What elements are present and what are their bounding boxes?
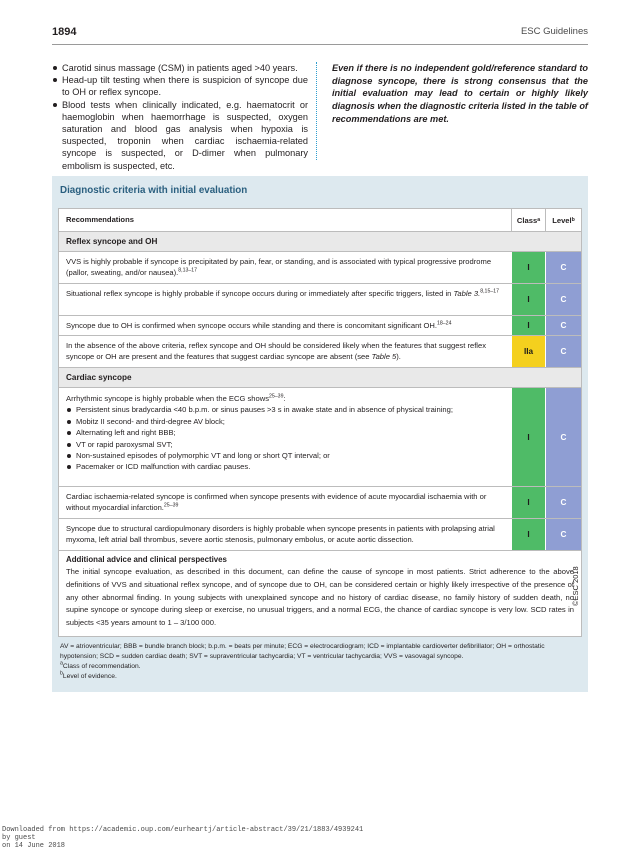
section-title-cardiac: Cardiac syncope [59, 368, 581, 387]
level-badge: C [545, 252, 581, 283]
footnote-a-mark: a [60, 660, 63, 667]
header-recommendations: Recommendations [66, 215, 134, 225]
recommendation-body: Arrhythmic syncope is highly probable when the ECG shows [66, 394, 270, 403]
header-class: Class a [511, 209, 545, 231]
level-badge: C [545, 284, 581, 315]
page-header [52, 26, 588, 40]
class-badge: I [511, 487, 545, 518]
bullet-item: Carotid sinus massage (CSM) in patients aged >40 years. [52, 62, 308, 74]
bullet-item: Blood tests when clinically indicated, e.g. haematocrit or haemoglobin when haemorrhage is suspected, oxygen saturation and blood gas analysis when hypoxia is suspected, troponin when cardiac ischaemia-related syncope is suspected, or D-dimer when pulmonary embolism is suspected, etc. [52, 99, 308, 172]
recommendation-tail: ). [396, 352, 401, 362]
recommendations-panel [52, 176, 588, 692]
recommendation-body: Cardiac ischaemia-related syncope is confirmed when syncope presents with evidence of acute myocardial ischaemia with or without myocardial infarction. [66, 492, 487, 513]
header-level: Level b [545, 209, 581, 231]
table-row [59, 283, 581, 315]
footnote-b-text: Level of evidence. [62, 673, 117, 680]
table-row [59, 315, 581, 335]
recommendation-text [59, 388, 511, 486]
ecg-criterion: Mobitz II second- and third-degree AV block; [66, 416, 504, 427]
class-badge: I [511, 388, 545, 486]
ecg-criterion: Non-sustained episodes of polymorphic VT and long or short QT interval; or [66, 450, 504, 461]
recommendation-text [59, 284, 511, 315]
consensus-statement: Even if there is no independent gold/reference standard to diagnose syncope, there is strong consensus that the initial evaluation may lead to certain or highly likely diagnosis when the diagnostic criteria listed in the table of recommendations are met. [332, 63, 588, 124]
table-header-row [59, 209, 581, 231]
bullet-item: Head-up tilt testing when there is suspicion of syncope due to OH or reflex syncope. [52, 74, 308, 98]
ecg-criteria-list [66, 404, 504, 472]
recommendation-text [59, 316, 511, 335]
class-badge: I [511, 252, 545, 283]
recommendation-text: Syncope due to structural cardiopulmonary disorders is highly probable when syncope presents in patients with prolapsing atrial myxoma, left atrial ball thrombus, severe aortic stenosis, pulmonary embolus, or acute aortic dissection. [66, 524, 495, 545]
column-divider [316, 62, 317, 160]
header-rule [52, 44, 588, 45]
arrhythmic-lead: Arrhythmic syncope is highly probable when the ECG shows$^{25-39}$: [66, 393, 286, 403]
table-reference: Table 5 [371, 352, 397, 362]
left-column-bullets [52, 62, 308, 172]
header-class-label: Class [516, 215, 538, 225]
table-row [59, 518, 581, 550]
table-footnotes [60, 642, 580, 682]
header-level-label: Level [552, 215, 572, 225]
section-title-reflex: Reflex syncope and OH [59, 232, 581, 251]
section-row [59, 367, 581, 387]
advice-text: The initial syncope evaluation, as described in this document, can define the cause of syncope in most patients. Strict adherence to the above definitions of VVS and situational reflex syncope, and of syncope due to OH, can be considered certain or highly likely irrespective of the presence of any other abnormal finding. In young subjects with unexplained syncope and no history of cardiac disease, no family history of sudden death, no supine syncope or syncope during sleep or exercise, no unusual triggers, and a normal ECG, the chance of cardiac syncope is very low. SCD rates in subjects <35 years amount to 1 – 3/100 000. [66, 567, 574, 628]
panel-title: Diagnostic criteria with initial evaluation [60, 185, 248, 196]
advice-cell [59, 551, 581, 636]
level-badge: C [545, 487, 581, 518]
download-line: by guest [2, 834, 36, 843]
journal-name: ESC Guidelines [520, 26, 588, 37]
advice-title: Additional advice and clinical perspectives [66, 555, 227, 564]
page-number: 1894 [52, 26, 77, 38]
ecg-criterion: VT or rapid paroxysmal SVT; [66, 439, 504, 450]
ecg-criterion: Persistent sinus bradycardia <40 b.p.m. or sinus pauses >3 s in awake state and in absence of physical training; [66, 404, 504, 415]
reference-marker: 25–39 [163, 502, 179, 509]
recommendation-body: Syncope due to OH is confirmed when syncope occurs while standing and there is concomitant significant OH. [66, 321, 438, 330]
level-badge: C [545, 388, 581, 486]
recommendation-text [59, 487, 511, 518]
ecg-criterion: Pacemaker or ICD malfunction with cardiac pauses. [66, 461, 504, 472]
level-badge: C [545, 316, 581, 335]
recommendations-table [58, 208, 582, 637]
table-reference: Table 3. [453, 289, 481, 298]
download-line: Downloaded from https://academic.oup.com/eurheartj/article-abstract/39/21/1883/4939241 [2, 826, 364, 834]
ecg-criterion: Alternating left and right BBB; [66, 427, 504, 438]
class-badge: I [511, 519, 545, 550]
table-row [59, 387, 581, 486]
table-row [59, 486, 581, 518]
reference-marker: 18–24 [437, 320, 452, 327]
footnote-a [60, 662, 580, 672]
download-watermark [2, 826, 363, 851]
footnote-a-text: Class of recommendation. [62, 663, 141, 670]
recommendation-body: In the absence of the above criteria, reflex syncope and OH should be considered likely when the features that suggest reflex syncope or OH are present and the features that suggest cardiac syncope are absent (see [66, 341, 487, 362]
class-badge: IIa [511, 336, 545, 367]
copyright-mark: ©ESC 2018 [571, 566, 580, 606]
recommendation-body: VVS is highly probable if syncope is precipitated by pain, fear, or standing, and is associated with typical progressive prodrome (pallor, sweating, and/or nausea). [66, 257, 492, 278]
class-badge: I [511, 316, 545, 335]
advice-row [59, 550, 581, 636]
recommendation-text [59, 336, 511, 367]
footnote-b-mark: b [60, 670, 63, 677]
recommendation-body: Situational reflex syncope is highly probable if syncope occurs during or immediately after specific triggers, listed in [66, 289, 452, 298]
reference-marker: 25–39 [269, 393, 284, 400]
reference-marker: 8,13–17 [178, 267, 198, 274]
level-badge: C [545, 336, 581, 367]
abbreviations: AV = atrioventricular; BBB = bundle branch block; b.p.m. = beats per minute; ECG = electrocardiogram; ICD = implantable cardioverter defibrillator; OH = orthostatic hypotension; SCD = sudden cardiac death; SVT = supraventricular tachycardia; VT = ventricular tachycardia; VVS = vasovagal syncope. [60, 643, 545, 660]
class-badge: I [511, 284, 545, 315]
footnote-b [60, 672, 580, 682]
table-row [59, 251, 581, 283]
level-badge: C [545, 519, 581, 550]
recommendation-text [59, 252, 511, 283]
table-row [59, 335, 581, 367]
reference-marker: 8,15–17 [480, 288, 499, 295]
download-line: on 14 June 2018 [2, 842, 66, 851]
section-row [59, 231, 581, 251]
